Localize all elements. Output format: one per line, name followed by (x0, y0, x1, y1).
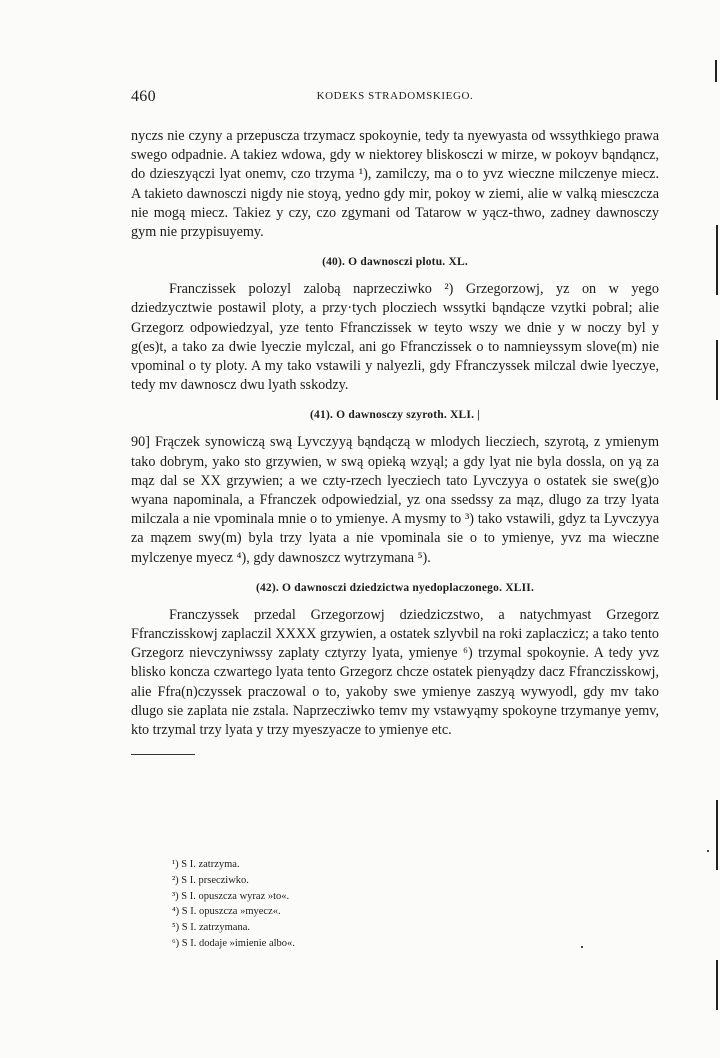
footnote-4: ⁴) S I. opuszcza »myecz«. (172, 906, 281, 918)
section-heading-41: (41). O dawnosczy szyroth. XLI. | (310, 409, 480, 422)
scan-speck (581, 946, 583, 948)
main-text (131, 127, 659, 755)
paragraph-section-40: Franczissek polozyl zalobą naprzecziwko ²) Grzegorzowj, yz on w yego dziedzycztwie postawil ploty, a przy·tych plocziech wssytki bąndącze vzytki pobral; alie Grzegorz odpowiedzyal, yze tento Ffranczissek w teyto wszy we dnie y w noczy byl y g(es)t, a tako za dwie lyeczie mylczal, ani go Ffranczissek o to namnieyssym slove(m) nie vpominal o ty ploty. A my tako vstawili y nalyezli, gdy Ffranczyssek milczal dwie lyeczye, tedy mv dawnoscz dwu lyath sskodzy. (131, 281, 659, 394)
scan-edge-mark (716, 225, 718, 295)
scan-edge-mark (716, 960, 718, 1010)
footnote-2: ²) S I. prsecziwko. (172, 874, 249, 886)
footnote-divider (131, 754, 195, 755)
page-header (131, 88, 659, 108)
footnotes (172, 857, 295, 952)
scan-edge-mark (716, 340, 718, 400)
footnote-1: ¹) S I. zatrzyma. (172, 859, 240, 870)
section-heading-40: (40). O dawnosczi plotu. XL. (322, 256, 468, 269)
running-title: KODEKS STRADOMSKIEGO. (316, 90, 474, 102)
paragraph-section-41: 90] Frączek synowiczą swą Lyvczyyą bąndączą w mlodych liecziech, szyrotą, z ymienym tako dobrym, yako sto grzywien, w swą opieką wzyąl; a gdy lyat nie byla dossla, on yą za mąz dal se XX grzywien; a we czty-rzech lyecziech tato Lyvczyya o ostatek sie swe(g)o wyana napominala, a Ffranczek odpowiedzial, yz ona ssedssy za mąz, dlugo za trzy lyata milczala a nie vpominala mnie o to ymienye. A mysmy to ³) tako vstawili, gdyz ta Lyvczyya za mązem swy(m) byla trzy lyata a nie vpominala sie o to ymienye, yvz ma wieczne mylczenye myecz ⁴), gdy dawnoszcz wytrzymana ⁵). (131, 434, 659, 566)
paragraph-section-42: Franczyssek przedal Grzegorzowj dziedziczstwo, a natychmyast Grzegorz Ffranczisskowj zaplaczil XXXX grzywien, a ostatek szlyvbil na roki zaplaczicz; a tako tento Grzegorz nievczyniwssy zaplaty cztyrzy lyata, ymienye ⁶) trzymal spokoynie. A tedy yvz blisko koncza czwartego lyata tento Grzegorz chcze ostatek pienyądzy dacz Ffranczisskowj, alie Ffra(n)czyssek praczowal o to, yakoby swe ymienye zaszyą wywyodl, gdy mv tako dlugo sie zaplata nie zstala. Naprzecziwko temv my vstawyąmy spokoyne trzymanye yemv, kto trzymal trzy lyata y trzy myeszyacze to ymienye etc. (131, 606, 659, 739)
footnote-6: ⁶) S I. dodaje »imienie albo«. (172, 937, 295, 949)
section-heading-42: (42). O dawnosczi dziedzictwa nyedoplaczonego. XLII. (255, 581, 535, 594)
scan-edge-mark (715, 60, 717, 82)
footnote-3: ³) S I. opuszcza wyraz »to«. (172, 890, 290, 902)
scan-speck (707, 850, 709, 852)
paragraph-intro: nyczs nie czyny a przepuscza trzymacz spokoynie, tedy ta nyewyasta od wssythkiego prawa swego odpadnie. A takiez wdowa, gdy w niektorey bliskosczi w mirze, w pokoyv bąndąncz, do dzieszyączi lyat onemv, czo trzyma ¹), zamilczy, ma o to yvz wieczne milczenye miecz. A takieto dawnosczi nigdy nie stoyą, yedno gdy mir, pokoy w ziemi, alie w valką miesczcza nie mogą miecz. Takiez y czy, czo zgymani od Tatarow w yącz-thwo, zadney dawnosczy gym nie przypisuyemy. (131, 128, 659, 241)
footnote-5: ⁵) S I. zatrzymana. (172, 922, 251, 934)
page-number: 460 (131, 88, 156, 105)
scan-edge-mark (716, 800, 718, 870)
